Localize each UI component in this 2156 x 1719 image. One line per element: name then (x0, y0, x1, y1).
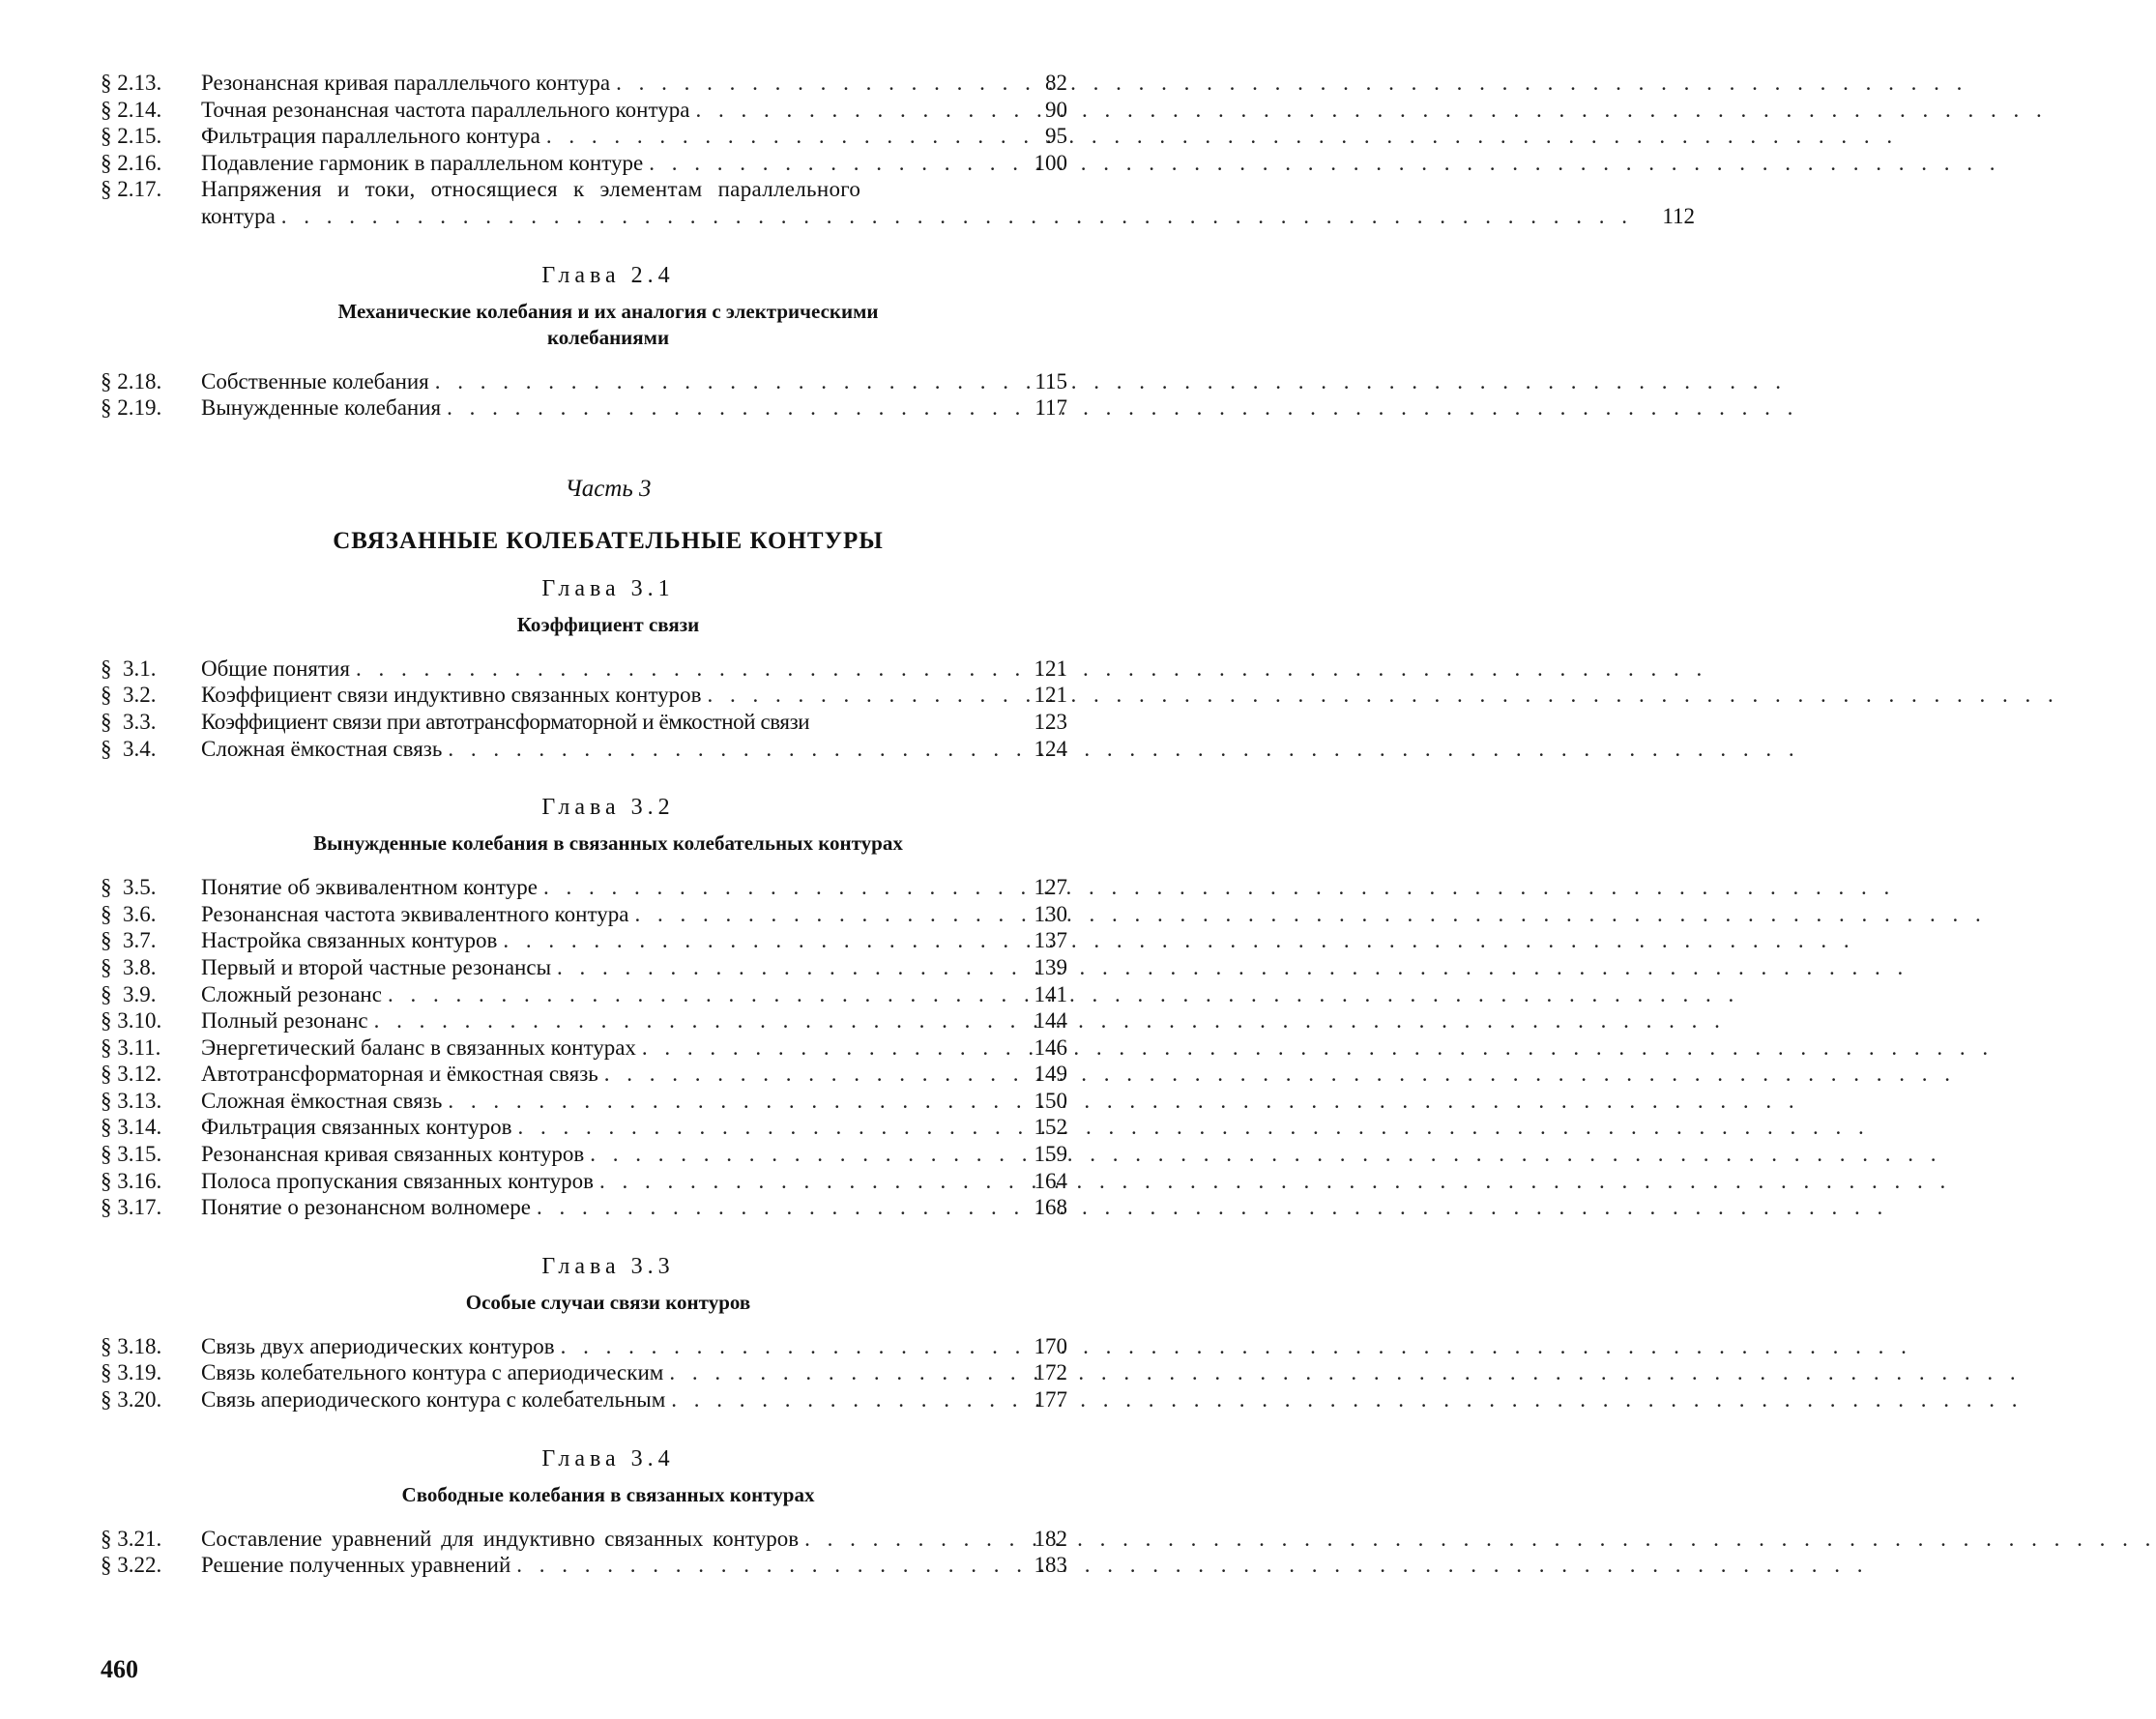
toc-entry (101, 709, 1067, 736)
section-title: Полный резонанс (201, 1008, 368, 1034)
section-number: § 3.15. (101, 1142, 162, 1167)
dot-leader (599, 1168, 1951, 1195)
toc-entry (101, 1007, 1067, 1034)
section-title: Понятие о резонансном волномере (201, 1195, 531, 1220)
section-title: Резонансная частота эквивалентного контура (201, 901, 629, 926)
dot-leader (649, 150, 2000, 177)
toc-entry (101, 1114, 1067, 1141)
section-number: § 3.1. (101, 656, 157, 681)
toc-entry (101, 1141, 1067, 1168)
toc-entry (101, 981, 1067, 1008)
dot-leader (503, 927, 1854, 954)
toc-entry (101, 656, 1067, 683)
part-title: СВЯЗАННЫЕ КОЛЕБАТЕЛЬНЫЕ КОНТУРЫ (333, 527, 884, 554)
toc-entry (101, 150, 1067, 177)
chapter-title: Свободные колебания в связанных контурах (401, 1482, 815, 1506)
section-title: Первый и второй частные резонансы (201, 954, 552, 979)
toc-entry (101, 123, 1067, 150)
dot-leader (517, 1114, 1869, 1141)
page-ref: 100 (1034, 150, 1067, 175)
section-title-line1: Напряжения и токи, относящиеся к элементам параллельного (201, 177, 861, 202)
toc-entry (101, 1333, 1067, 1360)
chapter-heading: Глава 3.3 (541, 1253, 675, 1279)
page-ref: 168 (1034, 1195, 1067, 1220)
toc-entry (101, 1386, 1067, 1413)
page-ref: 164 (1034, 1168, 1067, 1193)
table-of-contents (101, 70, 1696, 1579)
section-number: § 2.19. (101, 395, 162, 421)
section-number: § 3.5. (101, 875, 157, 900)
toc-group-2 (101, 70, 1696, 230)
section-number: § 2.15. (101, 124, 162, 149)
section-number: § 3.21. (101, 1526, 162, 1551)
chapter-heading: Глава 2.4 (541, 262, 675, 288)
page-ref: 152 (1034, 1115, 1067, 1140)
toc-group-3-1 (101, 656, 1067, 762)
page-ref: 123 (1034, 709, 1067, 734)
page-ref: 124 (1034, 736, 1067, 761)
toc-entry (101, 1088, 1067, 1115)
toc-entry (101, 901, 1067, 928)
section-title: Резонансная кривая связанных контуров (201, 1142, 585, 1167)
dot-leader (557, 954, 1908, 981)
toc-entry (101, 927, 1067, 954)
dot-leader (561, 1333, 1912, 1360)
chapter-title-line2: колебаниями (546, 325, 670, 349)
section-title: Резонансная кривая параллельчого контура (201, 71, 611, 95)
dot-leader (447, 394, 1798, 422)
dot-leader (671, 1386, 2023, 1413)
chapter-title: Вынужденные колебания в связанных колебательных контурах (313, 831, 903, 856)
toc-entry-two-line (101, 176, 1696, 229)
toc-entry (101, 394, 1067, 422)
page-number: 460 (101, 1655, 138, 1683)
page-ref: 115 (1034, 368, 1067, 393)
section-title: Решение полученных уравнений (201, 1553, 511, 1578)
page-ref: 149 (1034, 1062, 1067, 1087)
dot-leader (543, 874, 1895, 901)
toc-entry (101, 1194, 1067, 1221)
page-ref: 141 (1034, 981, 1067, 1006)
section-number: § 3.14. (101, 1115, 162, 1140)
section-title: Связь апериодического контура с колебательным (201, 1387, 666, 1413)
chapter-heading: Глава 3.4 (541, 1445, 675, 1471)
section-number: § 3.9. (101, 981, 157, 1006)
chapter-title-line1: Механические колебания и их аналогия с электрическими (337, 299, 879, 323)
dot-leader (448, 1088, 1799, 1115)
chapter-title: Коэффициент связи (516, 612, 700, 636)
toc-entry (101, 682, 1067, 709)
toc-entry (101, 368, 1067, 395)
page-ref: 172 (1034, 1360, 1067, 1385)
section-title: Сложная ёмкостная связь (201, 736, 443, 761)
dot-leader (642, 1034, 1994, 1062)
page-ref: 177 (1034, 1387, 1067, 1413)
page-ref: 117 (1034, 395, 1067, 421)
page-ref: 146 (1034, 1034, 1067, 1060)
page-ref: 90 (1045, 97, 1067, 122)
section-title: Автотрансформаторная и ёмкостная связь (201, 1062, 598, 1087)
section-number: § 3.4. (101, 736, 157, 761)
section-title: Фильтрация параллельного контура (201, 124, 540, 149)
dot-leader (281, 203, 1633, 230)
section-number: § 3.18. (101, 1333, 162, 1358)
section-title: Фильтрация связанных контуров (201, 1115, 512, 1140)
chapter-heading: Глава 3.1 (541, 575, 675, 601)
page-ref: 121 (1034, 683, 1067, 708)
section-title: Понятие об эквивалентном контуре (201, 875, 538, 900)
page-ref: 95 (1045, 124, 1067, 149)
section-number: § 3.11. (101, 1034, 161, 1060)
section-number: § 2.13. (101, 71, 162, 95)
toc-group-2-4 (101, 368, 1067, 422)
page-ref: 121 (1034, 656, 1067, 681)
dot-leader (546, 123, 1898, 150)
page-ref: 127 (1034, 875, 1067, 900)
section-number: § 3.3. (101, 709, 157, 734)
dot-leader (537, 1194, 1888, 1221)
section-number: § 3.16. (101, 1168, 162, 1193)
section-title: Общие понятия (201, 656, 350, 681)
section-title: Составление уравнений для индуктивно связанных контуров (201, 1526, 800, 1551)
toc-entry (101, 97, 1067, 124)
section-title: Коэффициент связи индуктивно связанных контуров (201, 683, 702, 708)
page-ref: 170 (1034, 1333, 1067, 1358)
page-ref: 150 (1034, 1088, 1067, 1113)
page-ref: 137 (1034, 928, 1067, 953)
section-title: Сложная ёмкостная связь (201, 1088, 443, 1113)
section-title-line2: контура (201, 203, 276, 228)
section-number: § 3.17. (101, 1195, 162, 1220)
page-ref: 182 (1034, 1526, 1067, 1551)
section-number: § 3.19. (101, 1360, 162, 1385)
chapter-title (101, 299, 1067, 351)
dot-leader (435, 368, 1787, 395)
section-number: § 3.12. (101, 1062, 162, 1087)
page-ref: 82 (1045, 71, 1067, 95)
toc-entry (101, 1061, 1067, 1088)
toc-entry (101, 874, 1067, 901)
section-number: § 3.13. (101, 1088, 162, 1113)
toc-group-3-3 (101, 1333, 1067, 1413)
section-title: Энергетический баланс в связанных контурах (201, 1034, 636, 1060)
section-title: Полоса пропускания связанных контуров (201, 1168, 594, 1193)
dot-leader (634, 901, 1986, 928)
dot-leader (590, 1141, 1941, 1168)
dot-leader (604, 1061, 1956, 1088)
section-number: § 3.8. (101, 954, 157, 979)
section-number: § 2.16. (101, 150, 162, 175)
dot-leader (669, 1359, 2021, 1386)
section-number: § 3.6. (101, 901, 157, 926)
toc-entry (101, 1526, 1067, 1553)
chapter-heading: Глава 3.2 (541, 795, 675, 821)
dot-leader (695, 97, 2047, 124)
toc-entry (101, 1034, 1067, 1062)
section-number: § 3.10. (101, 1008, 162, 1034)
section-title: Собственные колебания (201, 368, 429, 393)
dot-leader (707, 682, 2058, 709)
toc-group-3-2 (101, 874, 1067, 1221)
page-ref: 144 (1034, 1008, 1067, 1034)
page-ref: 139 (1034, 954, 1067, 979)
page-ref: 130 (1034, 901, 1067, 926)
section-number: § 3.7. (101, 928, 157, 953)
section-title: Сложный резонанс (201, 981, 382, 1006)
section-number: § 2.18. (101, 368, 162, 393)
section-title: Настройка связанных контуров (201, 928, 498, 953)
toc-entry (101, 954, 1067, 981)
dot-leader (516, 1552, 1868, 1579)
dot-leader (616, 70, 1967, 97)
section-title: Связь двух апериодических контуров (201, 1333, 555, 1358)
part-label: Часть 3 (565, 475, 652, 502)
page-ref: 112 (1662, 203, 1696, 228)
page-ref: 159 (1034, 1142, 1067, 1167)
toc-group-3-4 (101, 1526, 1067, 1579)
section-number: § 3.20. (101, 1387, 162, 1413)
toc-entry (101, 1552, 1067, 1579)
section-number: § 3.2. (101, 683, 157, 708)
chapter-title: Особые случаи связи контуров (465, 1290, 751, 1314)
toc-entry (101, 1168, 1067, 1195)
section-title: Коэффициент связи при автотрансформаторной и ёмкостной связи (201, 709, 810, 734)
toc-entry (101, 1359, 1067, 1386)
toc-entry (101, 736, 1067, 763)
page-ref: 183 (1034, 1553, 1067, 1578)
section-title: Вынужденные колебания (201, 395, 442, 421)
section-number: § 3.22. (101, 1553, 162, 1578)
section-title: Связь колебательного контура с апериодическим (201, 1360, 664, 1385)
dot-leader (448, 736, 1799, 763)
section-title: Подавление гармоник в параллельном контуре (201, 150, 644, 175)
toc-entry (101, 70, 1067, 97)
section-number: § 2.14. (101, 97, 162, 122)
section-title: Точная резонансная частота параллельного контура (201, 97, 690, 122)
section-number: § 2.17. (101, 177, 162, 202)
